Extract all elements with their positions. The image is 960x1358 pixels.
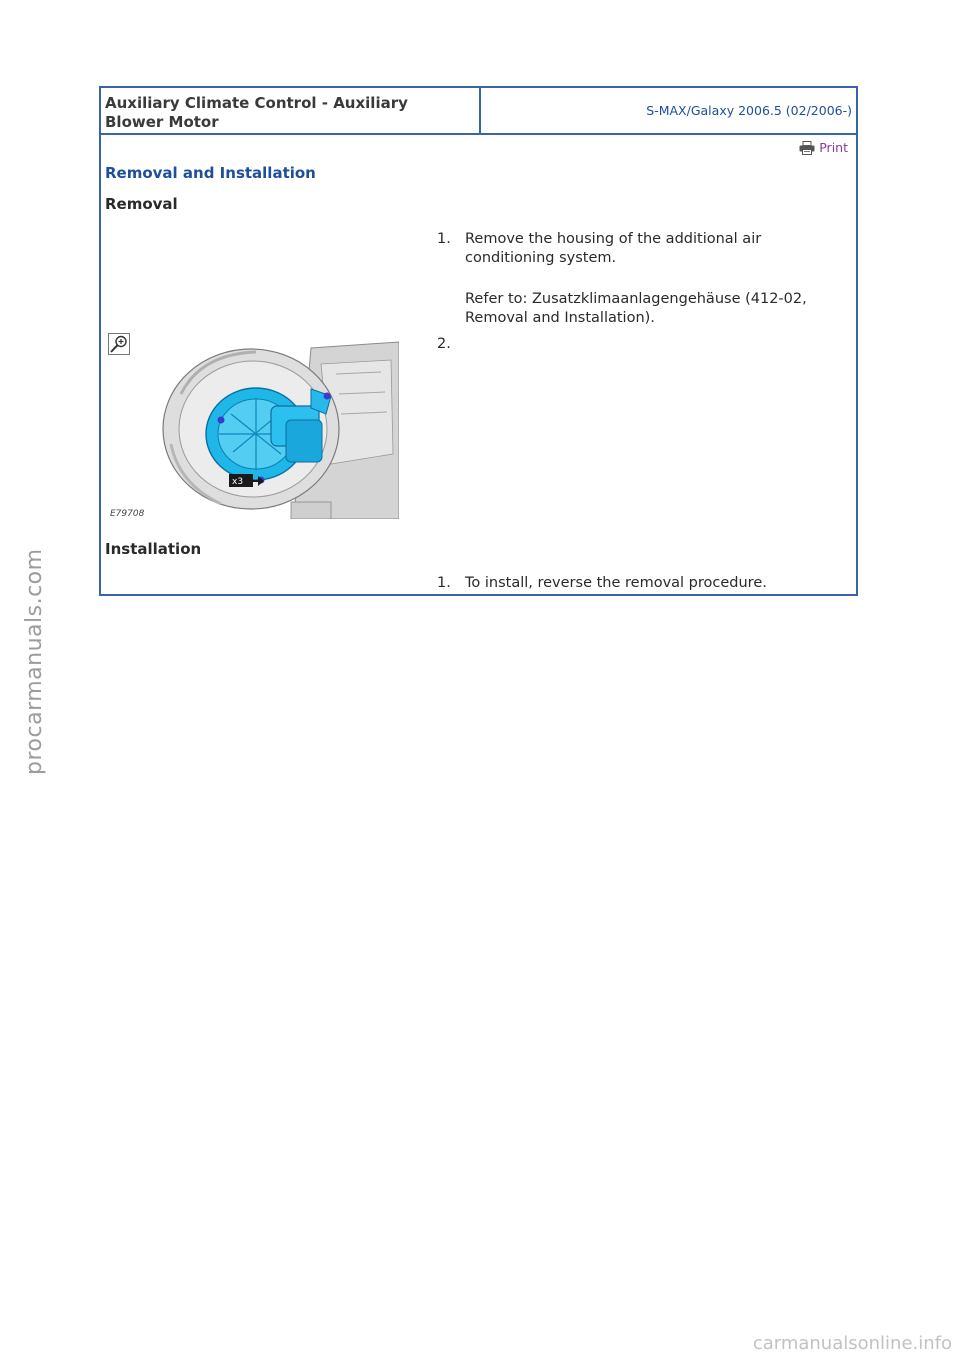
installation-step-1-text: To install, reverse the removal procedure.	[465, 575, 767, 591]
removal-step-1-reference[interactable]: Refer to: Zusatzklimaanlagengehäuse (412-02, Removal and Installation).	[465, 291, 807, 326]
print-label: Print	[819, 140, 848, 155]
figure-callout: x3	[232, 477, 244, 487]
document-header	[101, 88, 856, 135]
figure-code: E79708	[110, 509, 145, 519]
section-title: Removal and Installation	[105, 164, 316, 182]
removal-step-2-number: 2.	[437, 336, 451, 352]
vehicle-model: S-MAX/Galaxy 2006.5 (02/2006-)	[646, 103, 852, 118]
installation-heading: Installation	[105, 540, 202, 558]
page-title-line1: Auxiliary Climate Control - Auxiliary	[105, 94, 408, 112]
document-frame	[99, 86, 858, 596]
blower-motor-illustration	[161, 334, 399, 519]
installation-step-1-number: 1.	[437, 575, 451, 591]
removal-step-1-text: Remove the housing of the additional air conditioning system.	[465, 231, 762, 266]
watermark-left: procarmanuals.com	[22, 548, 47, 775]
watermark-bottom: carmanualsonline.info	[752, 1333, 952, 1354]
page-title-line2: Blower Motor	[105, 113, 219, 131]
removal-step-1-number: 1.	[437, 231, 451, 247]
header-divider	[479, 88, 481, 133]
page-title	[105, 94, 475, 132]
printer-icon	[799, 141, 815, 155]
magnify-icon[interactable]	[108, 333, 130, 355]
print-link[interactable]	[799, 140, 848, 155]
removal-heading: Removal	[105, 195, 178, 213]
